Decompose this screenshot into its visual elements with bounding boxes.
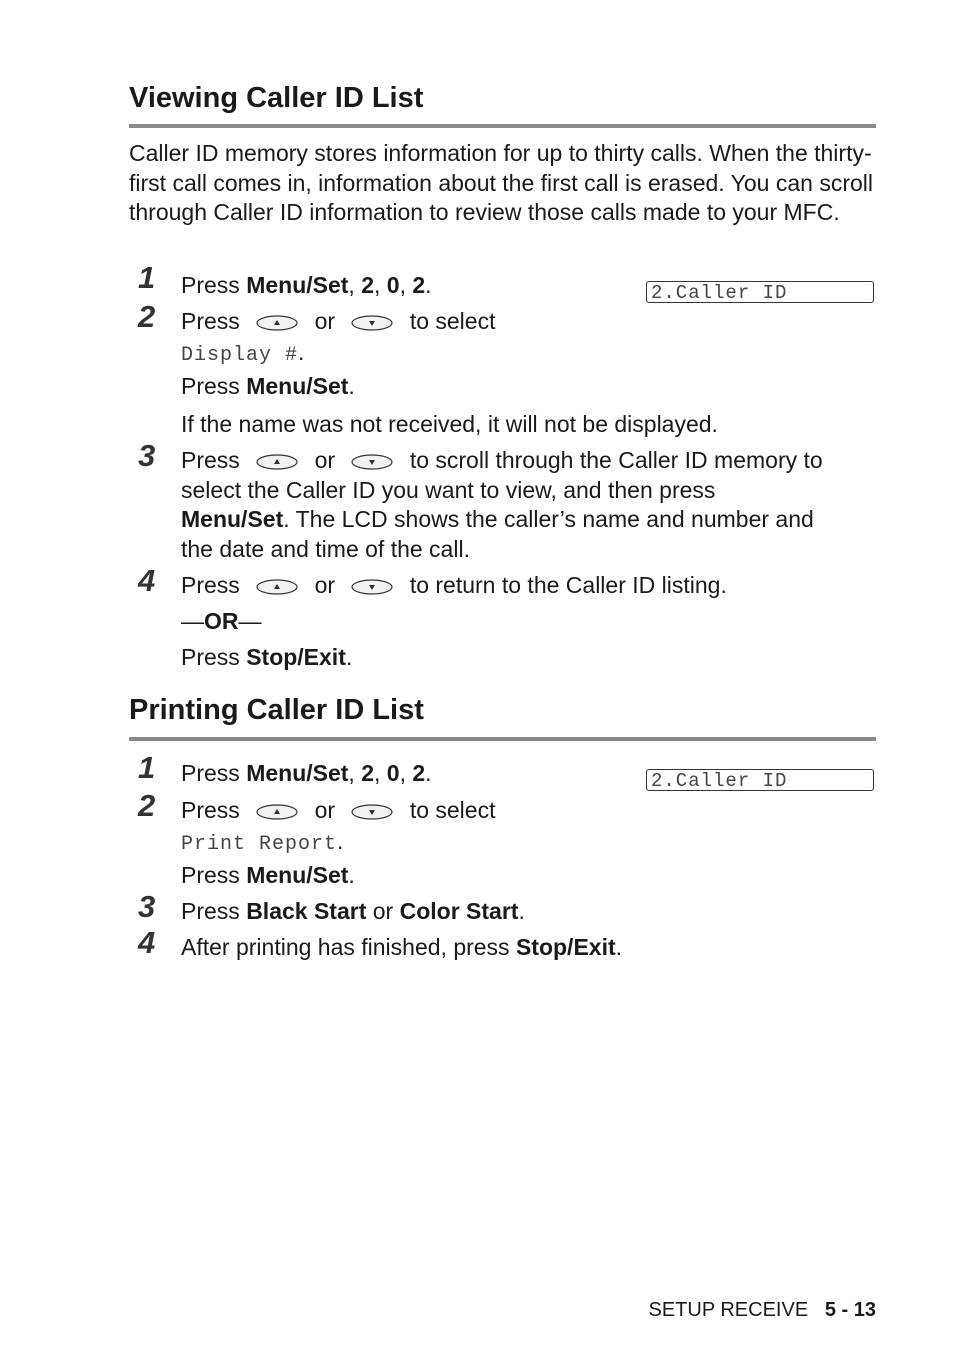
- or-separator: —OR—: [181, 608, 262, 634]
- step-text: Print Report.: [181, 828, 344, 856]
- step-text: Press Menu/Set.: [181, 862, 355, 888]
- step-number: 3: [138, 889, 156, 924]
- up-arrow-key-icon: [256, 454, 298, 470]
- section-rule: [129, 124, 876, 128]
- step-text: Press Menu/Set.: [181, 373, 355, 399]
- step-text: Press Menu/Set, 2, 0, 2.: [181, 272, 432, 298]
- step-note: If the name was not received, it will not be displayed.: [181, 411, 718, 437]
- step-text: Press Black Start or Color Start.: [181, 898, 525, 924]
- page-footer: [648, 1299, 876, 1322]
- step-text: select the Caller ID you want to view, and then press: [181, 477, 716, 503]
- step-text: After printing has finished, press Stop/Exit.: [181, 934, 623, 960]
- up-arrow-key-icon: [256, 804, 298, 820]
- step-text: Press or to return to the Caller ID listing.: [181, 572, 727, 598]
- up-arrow-key-icon: [256, 315, 298, 331]
- step-number: 3: [138, 438, 156, 473]
- step-text: Menu/Set. The LCD shows the caller’s name and number and: [181, 506, 814, 532]
- up-arrow-key-icon: [256, 579, 298, 595]
- step-number: 1: [138, 750, 156, 785]
- step-text: Press or to scroll through the Caller ID memory to: [181, 447, 823, 473]
- lcd-display: 2.Caller ID: [646, 769, 874, 791]
- step-number: 2: [138, 299, 156, 334]
- step-text: the date and time of the call.: [181, 536, 470, 562]
- lcd-display: 2.Caller ID: [646, 281, 874, 303]
- page-number: 5 - 13: [824, 1299, 876, 1321]
- step-text: Press or to select: [181, 308, 496, 334]
- section-title-printing: Printing Caller ID List: [129, 694, 424, 726]
- step-number: 4: [138, 563, 156, 598]
- section-title-viewing: Viewing Caller ID List: [129, 82, 424, 114]
- step-text: Press or to select: [181, 797, 496, 823]
- section-rule: [129, 737, 876, 741]
- step-number: 2: [138, 788, 156, 823]
- down-arrow-key-icon: [351, 454, 393, 470]
- down-arrow-key-icon: [351, 579, 393, 595]
- step-text: Press Stop/Exit.: [181, 644, 353, 670]
- step-number: 1: [138, 260, 156, 295]
- step-text: Press Menu/Set, 2, 0, 2.: [181, 760, 432, 786]
- footer-section: SETUP RECEIVE: [648, 1299, 809, 1321]
- down-arrow-key-icon: [351, 315, 393, 331]
- intro-paragraph: Caller ID memory stores information for up to thirty calls. When the thirty-first call comes in, information about the first call is erased. You can scroll through Caller ID information to review those calls made to your MFC.: [129, 140, 874, 225]
- step-number: 4: [138, 925, 156, 960]
- down-arrow-key-icon: [351, 804, 393, 820]
- step-text: Display #.: [181, 339, 305, 367]
